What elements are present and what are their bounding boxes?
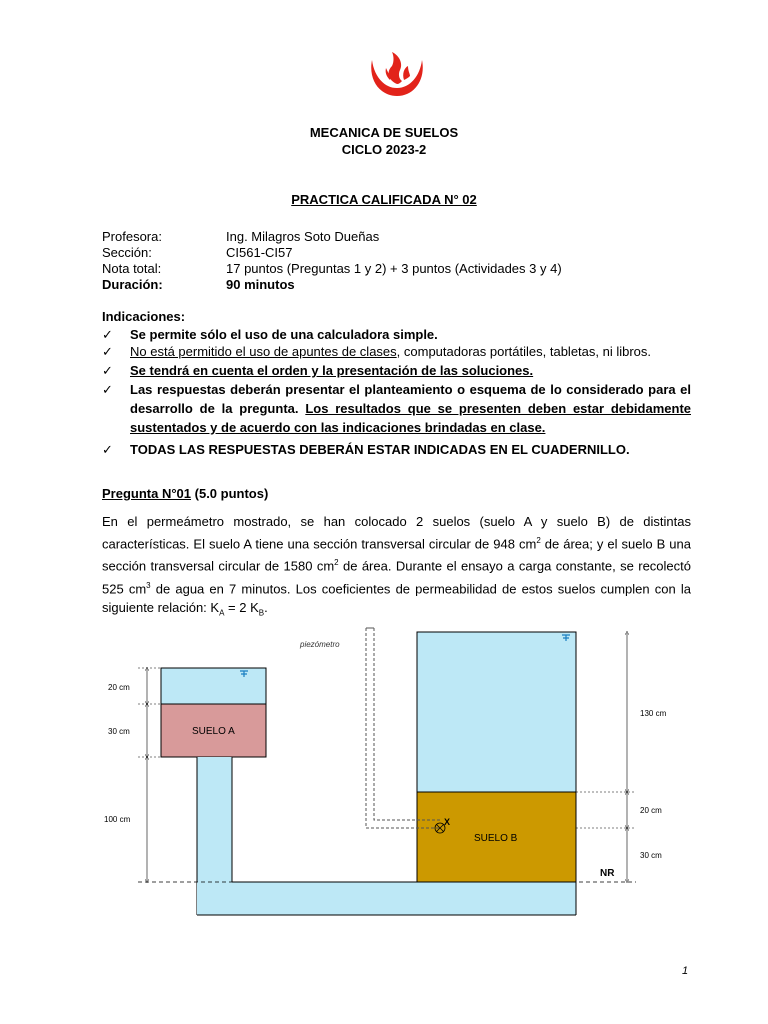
superscript: 3 <box>146 580 151 590</box>
point-x-label: X <box>444 817 451 827</box>
info-value: 17 puntos (Preguntas 1 y 2) + 3 puntos (Actividades 3 y 4) <box>226 261 562 276</box>
checkmark-icon: ✓ <box>102 382 113 397</box>
text-part: de agua en 7 minutos. Los coeficientes de permeabilidad de estos suelos cumplen con la siguiente relación: K <box>102 580 691 615</box>
subscript: A <box>219 608 225 618</box>
text-part: de área; y el suelo B una sección transversal circular de 1580 cm <box>102 536 691 574</box>
left-tank-water <box>161 668 266 704</box>
text-part: . <box>264 599 268 615</box>
text-part: = 2 K <box>224 599 259 615</box>
info-label: Sección: <box>102 245 152 260</box>
dimension-label: 30 cm <box>640 851 662 860</box>
question-points: (5.0 puntos) <box>194 486 269 501</box>
course-title: MECANICA DE SUELOS <box>309 125 459 140</box>
info-label: Duración: <box>102 277 163 292</box>
left-pipe <box>197 757 232 882</box>
indication-text: Se permite sólo el uso de una calculadora simple. <box>130 327 438 342</box>
indication-text: Se tendrá en cuenta el orden y la presentación de las soluciones. <box>130 363 534 378</box>
checkmark-icon: ✓ <box>102 344 113 359</box>
dimension-label: 20 cm <box>108 683 130 692</box>
text-part: de área. Durante el ensayo a carga constante, se recolectó 525 cm <box>102 558 691 596</box>
superscript: 2 <box>334 558 339 568</box>
right-tank-water <box>417 632 576 792</box>
soil-b-label: SUELO B <box>474 833 518 844</box>
course-cycle: CICLO 2023-2 <box>341 142 427 157</box>
checkmark-icon: ✓ <box>102 327 113 342</box>
exam-title: PRACTICA CALIFICADA N° 02 <box>291 192 477 207</box>
reference-label: NR <box>600 868 615 879</box>
info-value: CI561-CI57 <box>226 245 293 260</box>
indication-main: Las respuestas deberán presentar el planteamiento o esquema de lo considerado para el desarrollo de la pregunta. <box>130 382 691 416</box>
indication-underlined: Los resultados que se presenten deben estar debidamente sustentados y de acuerdo con las indicaciones brindadas en clase. <box>130 401 691 435</box>
page-number: 1 <box>682 965 689 977</box>
bottom-pipe <box>197 882 576 915</box>
soil-a-label: SUELO A <box>192 726 235 737</box>
dimension-label: 130 cm <box>640 709 667 718</box>
indication-rest: , computadoras portátiles, tabletas, ni libros. <box>396 344 652 359</box>
indications-title: Indicaciones: <box>102 309 186 324</box>
info-value: 90 minutos <box>226 277 295 292</box>
dimension-label: 30 cm <box>108 727 130 736</box>
question-number: Pregunta N°01 <box>102 486 192 501</box>
superscript: 2 <box>536 536 541 545</box>
subscript: B <box>258 608 265 618</box>
info-value: Ing. Milagros Soto Dueñas <box>226 229 380 244</box>
checkmark-icon: ✓ <box>102 363 113 378</box>
piezometer-label: piezómetro <box>300 640 340 649</box>
dimension-label: 20 cm <box>640 806 662 815</box>
dimension-label: 100 cm <box>104 815 131 824</box>
text-part: En el permeámetro mostrado, se han colocado 2 suelos (suelo A y suelo B) de distintas características. El suelo A tiene una sección transversal circular de 948 cm <box>102 514 691 552</box>
checkmark-icon: ✓ <box>102 442 113 457</box>
info-label: Profesora: <box>102 229 162 244</box>
indication-underlined: No está permitido el uso de apuntes de clases <box>130 344 397 359</box>
info-label: Nota total: <box>102 261 162 276</box>
indication-text: TODAS LAS RESPUESTAS DEBERÁN ESTAR INDICADAS EN EL CUADERNILLO. <box>130 442 630 457</box>
